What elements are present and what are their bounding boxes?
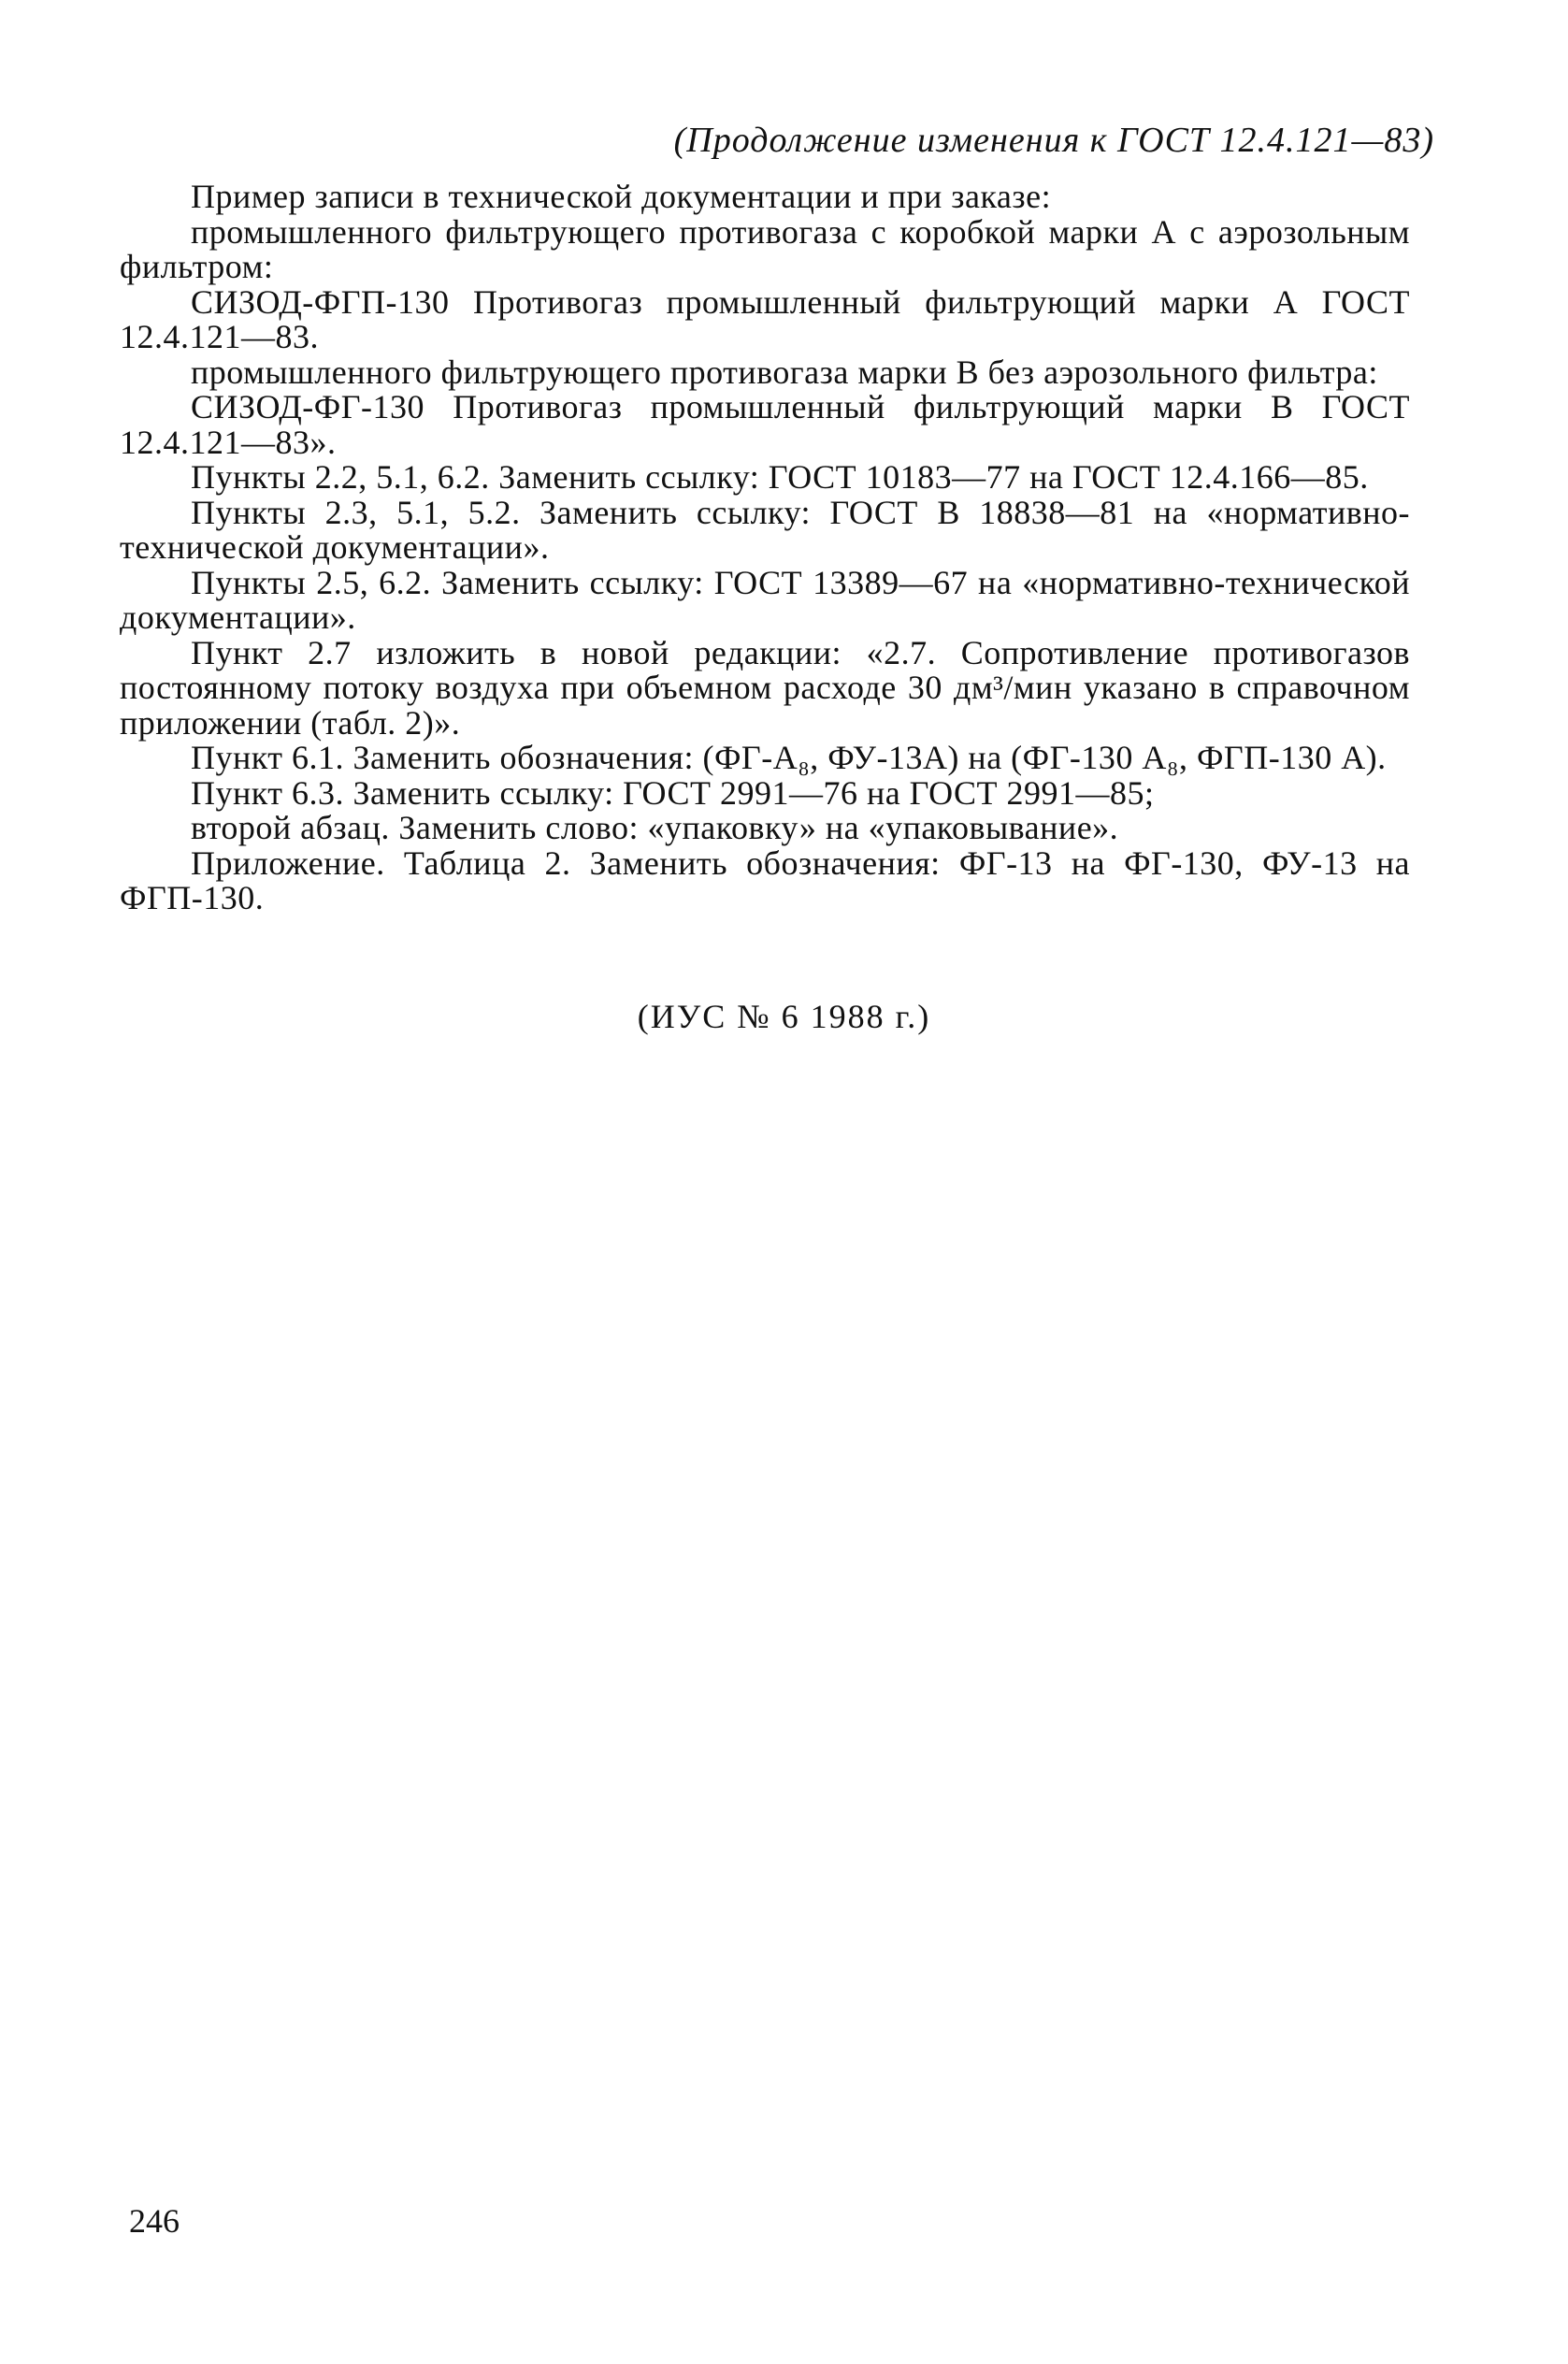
amendment-text xyxy=(120,180,1410,916)
paragraph-designation-a: СИЗОД-ФГП-130 Противогаз промышленный фильтрующий марки А ГОСТ 12.4.121—83. xyxy=(120,282,1410,355)
paragraph-items-2-3: Пункты 2.3, 5.1, 5.2. Заменить ссылку: ГОСТ В 18838—81 на «нормативно-технической документации». xyxy=(120,493,1410,566)
paragraph-item-6-1: Пункт 6.1. Заменить обозначения: (ФГ-А₈, ФУ-13А) на (ФГ-130 А₈, ФГП-130 А). xyxy=(191,739,1387,776)
source-reference: (ИУС № 6 1988 г.) xyxy=(637,998,931,1035)
paragraph-items-2-2: Пункты 2.2, 5.1, 6.2. Заменить ссылку: ГОСТ 10183—77 на ГОСТ 12.4.166—85. xyxy=(191,458,1369,496)
paragraph-items-2-5: Пункты 2.5, 6.2. Заменить ссылку: ГОСТ 13389—67 на «нормативно-технической документации». xyxy=(120,563,1410,636)
paragraph-designation-b: СИЗОД-ФГ-130 Противогаз промышленный фильтрующий марки В ГОСТ 12.4.121—83». xyxy=(120,388,1410,461)
paragraph-second-abstract: второй абзац. Заменить слово: «упаковку» на «упаковывание». xyxy=(191,809,1119,846)
paragraph-industrial-gasmask-b: промышленного фильтрующего противогаза марки В без аэрозольного фильтра: xyxy=(191,353,1378,391)
paragraph-appendix: Приложение. Таблица 2. Заменить обозначения: ФГ-13 на ФГ-130, ФУ-13 на ФГП-130. xyxy=(120,843,1410,916)
paragraph-item-6-3: Пункт 6.3. Заменить ссылку: ГОСТ 2991—76 на ГОСТ 2991—85; xyxy=(191,773,1155,812)
paragraph-example-intro: Пример записи в технической документации и при заказе: xyxy=(191,178,1052,215)
continuation-header: (Продолжение изменения к ГОСТ 12.4.121—83) xyxy=(673,121,1434,160)
paragraph-item-2-7: Пункт 2.7 изложить в новой редакции: «2.7. Сопротивление противогазов постоянному потоку воздуха при объемном расходе 30 дм³/мин указано в справочном приложении (табл. 2)». xyxy=(120,633,1410,742)
paragraph-industrial-gasmask-a: промышленного фильтрующего противогаза с коробкой марки А с аэрозольным фильтром: xyxy=(120,212,1410,285)
page-number: 246 xyxy=(129,2202,180,2240)
